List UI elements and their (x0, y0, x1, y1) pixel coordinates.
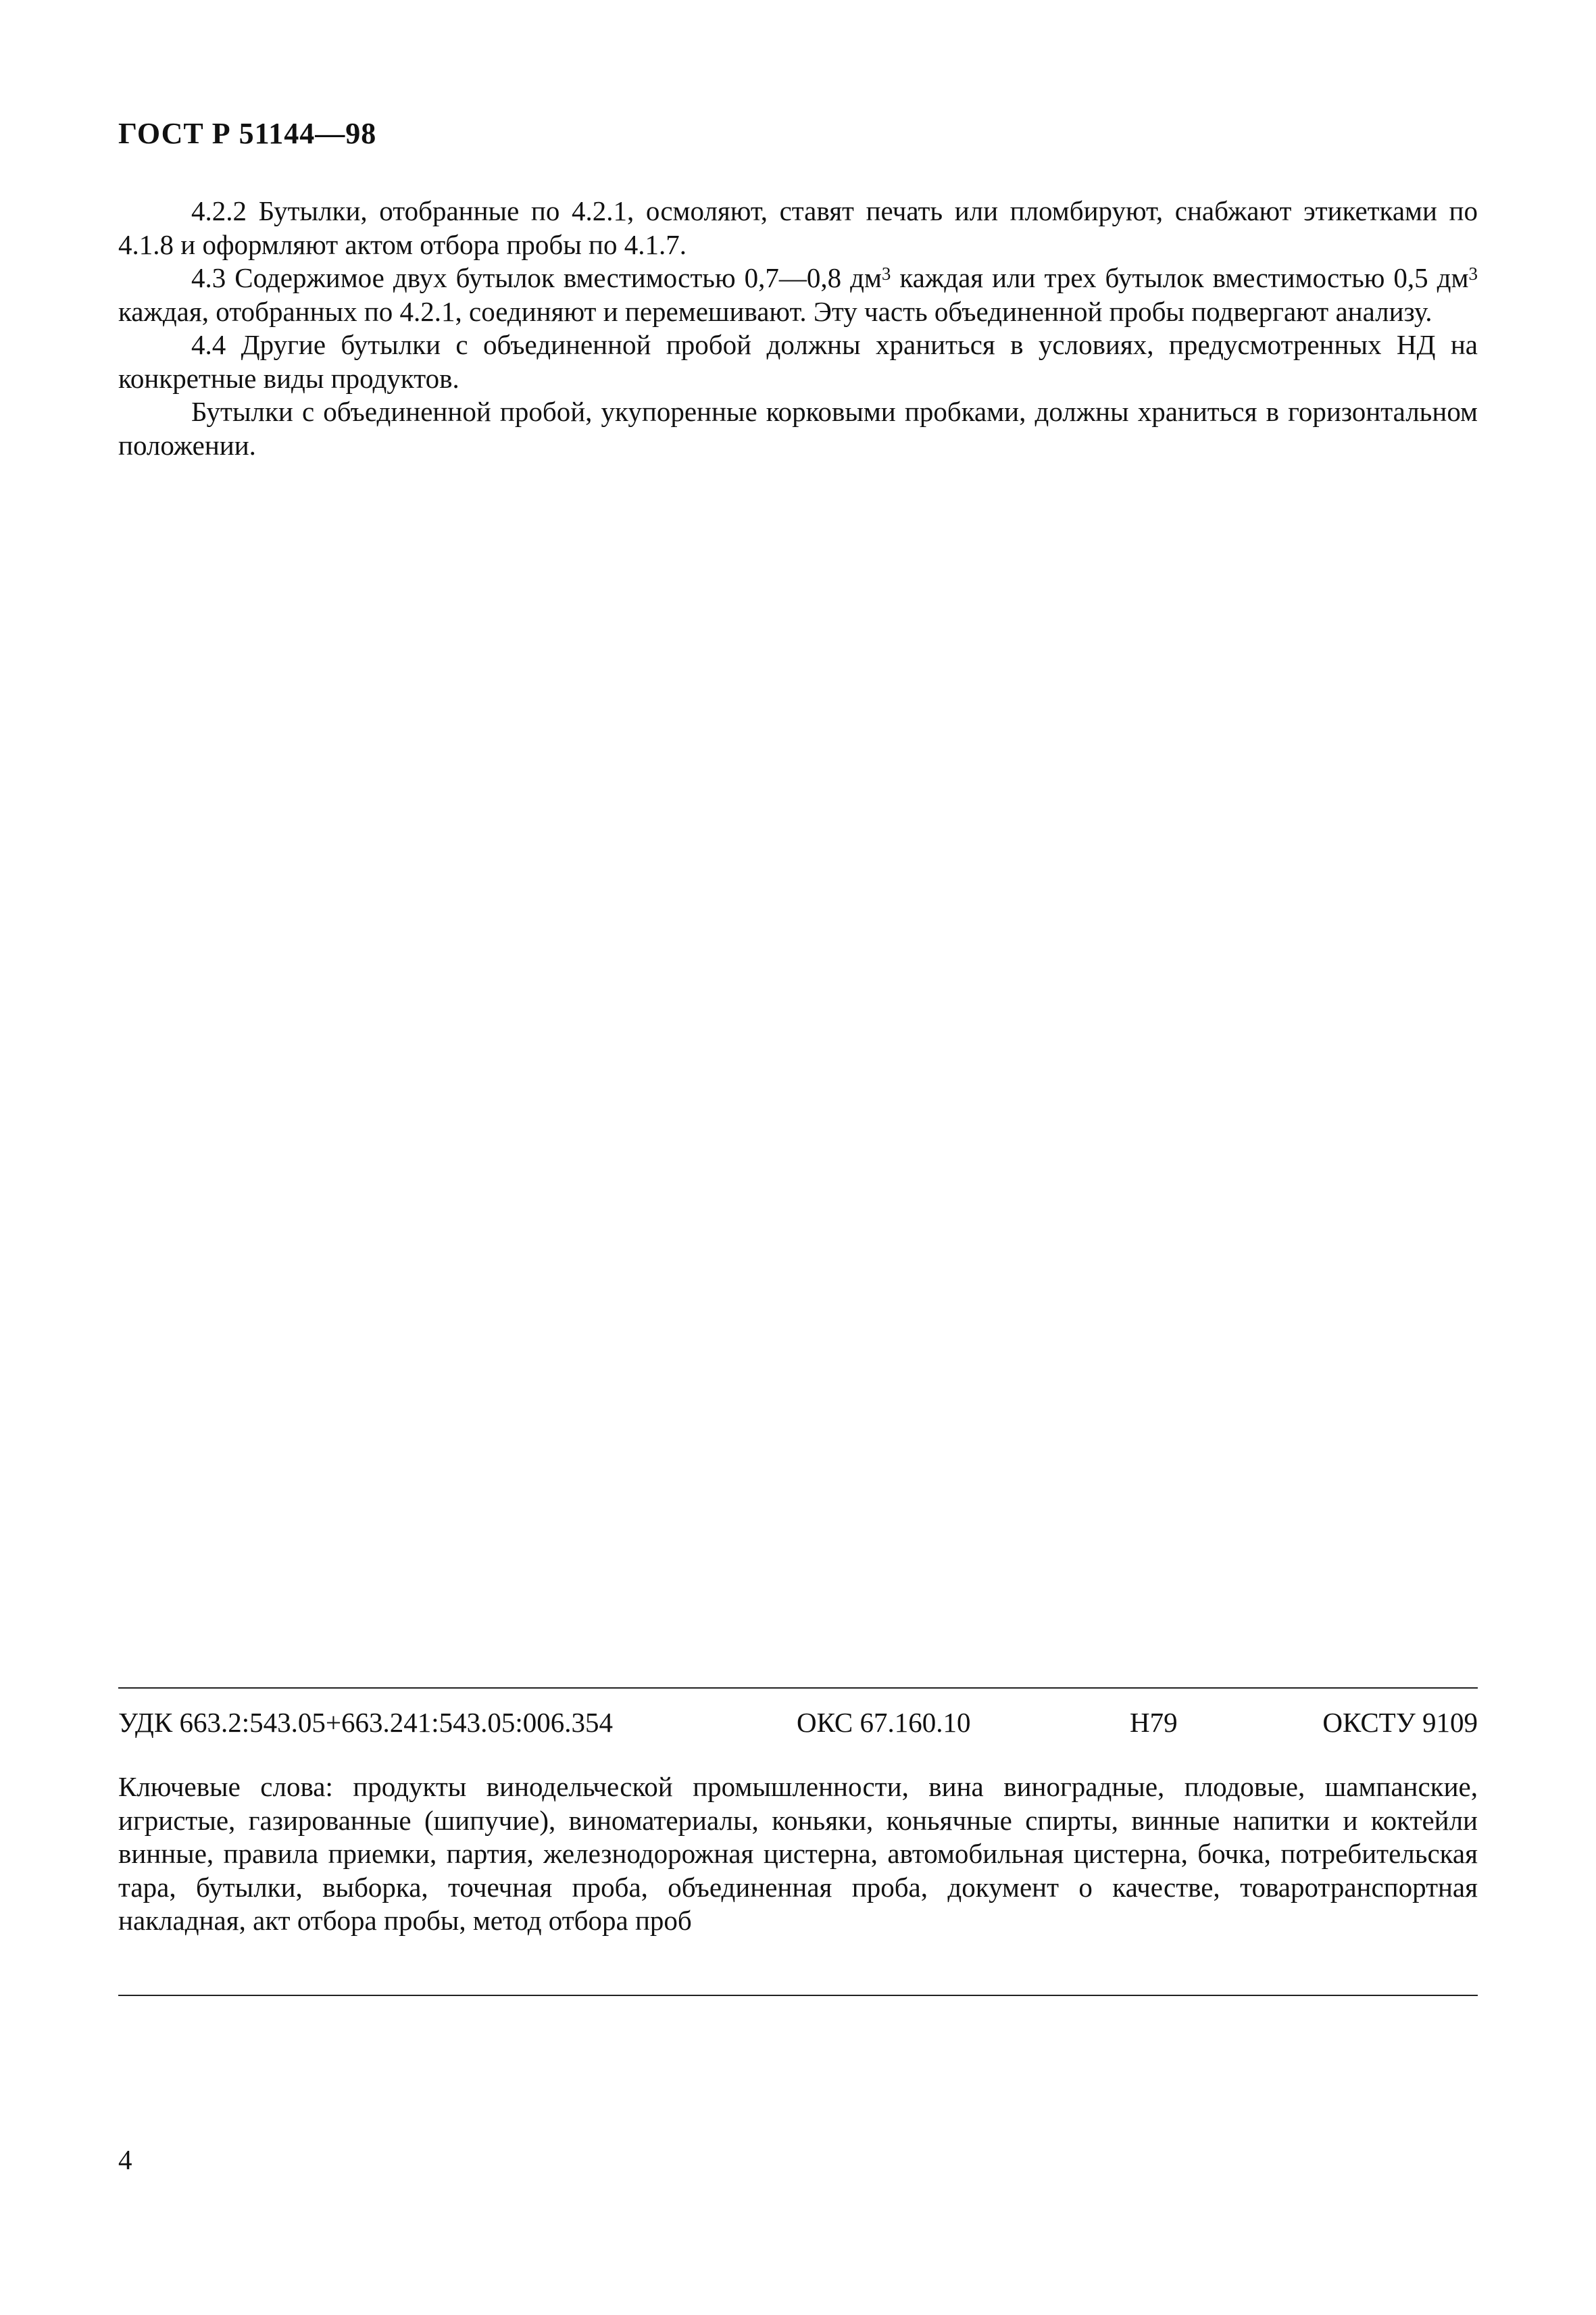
document-body (118, 195, 1478, 462)
paragraph-4-3-text-3: каждая, отобранных по 4.2.1, соединяют и перемешивают. Эту часть объединенной пробы подвергают анализу. (118, 295, 1432, 327)
udk-code: УДК 663.2:543.05+663.241:543.05:006.354 (118, 1707, 613, 1738)
superscript-3: 3 (1468, 264, 1478, 284)
paragraph-4-2-2: 4.2.2 Бутылки, отобранные по 4.2.1, осмоляют, ставят печать или пломбируют, снабжают этикетками по 4.1.8 и оформляют актом отбора пробы по 4.1.7. (118, 195, 1478, 260)
keywords: Ключевые слова: продукты винодельческой промышленности, вина виноградные, плодовые, шампанские, игристые, газированные (шипучие), виноматериалы, коньяки, коньячные спирты, винные напитки и коктейли винные, правила приемки, партия, железнодорожная цистерна, автомобильная цистерна, бочка, потребительская тара, бутылки, выборка, точечная проба, объединенная проба, документ о качестве, товаротранспортная накладная, акт отбора пробы, метод отбора проб (118, 1771, 1478, 1936)
paragraph-4-3-text-2: каждая или трех бутылок вместимостью 0,5 дм (891, 262, 1469, 293)
oks-code: ОКС 67.160.10 (797, 1707, 971, 1738)
n-code: Н79 (1130, 1707, 1178, 1738)
paragraph-4-3-text-1: 4.3 Содержимое двух бутылок вместимостью 0,7—0,8 дм (191, 262, 882, 293)
top-divider (118, 1687, 1478, 1689)
paragraph-4-3 (118, 262, 1478, 328)
page-number: 4 (118, 2144, 132, 2175)
paragraph-4-4: 4.4 Другие бутылки с объединенной пробой должны храниться в условиях, предусмотренных НД на конкретные виды продуктов. (118, 329, 1478, 394)
bottom-divider (118, 1995, 1478, 1996)
superscript-3: 3 (881, 264, 891, 284)
okstu-code: ОКСТУ 9109 (1322, 1707, 1478, 1738)
classification-codes (118, 1705, 1478, 1740)
document-header: ГОСТ Р 51144—98 (118, 117, 377, 150)
paragraph-bottles-storage: Бутылки с объединенной пробой, укупоренные корковыми пробками, должны храниться в горизонтальном положении. (118, 396, 1478, 461)
